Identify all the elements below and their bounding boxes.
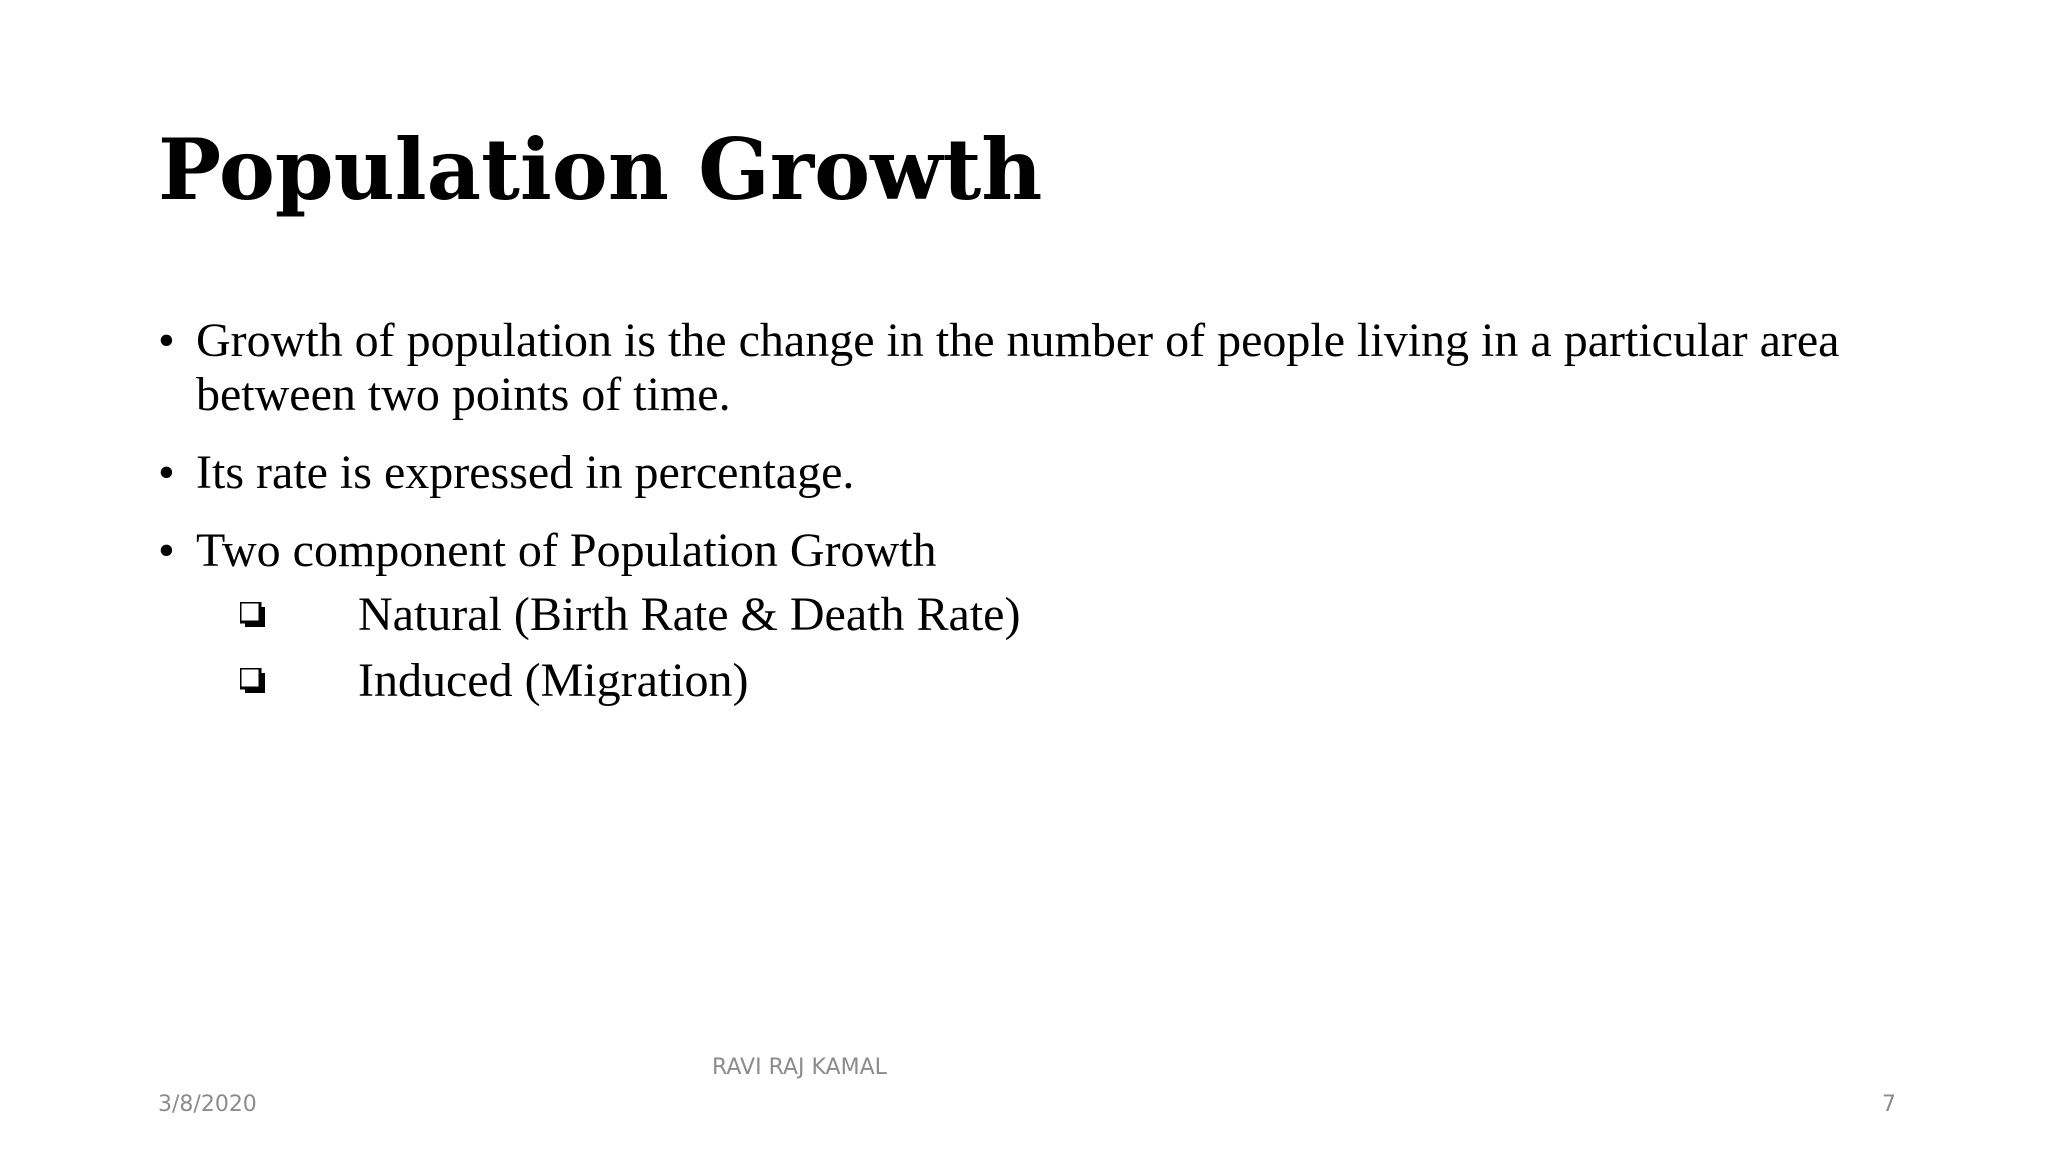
- sub-bullet-item: [158, 588, 1888, 642]
- bullet-item: [158, 314, 1888, 422]
- sub-bullet-list: [196, 588, 1888, 708]
- footer-author: RAVI RAJ KAMAL: [712, 1055, 887, 1080]
- footer-date: 3/8/2020: [158, 1092, 257, 1117]
- bullet-text: Growth of population is the change in the number of people living in a particular area between two points of time.: [196, 314, 1840, 421]
- sub-bullet-text: Induced (Migration): [358, 654, 749, 707]
- sub-bullet-item: [158, 654, 1888, 708]
- sub-bullet-text: Natural (Birth Rate & Death Rate): [358, 588, 1021, 641]
- bullet-marker: •: [158, 446, 175, 499]
- bullet-text: Two component of Population Growth: [196, 524, 937, 577]
- bullet-marker: •: [158, 524, 175, 577]
- square-bullet-icon: [240, 668, 266, 694]
- slide-number: 7: [1882, 1092, 1896, 1117]
- slide-title: Population Growth: [158, 120, 1043, 219]
- square-bullet-icon: [240, 602, 266, 628]
- bullet-item: [158, 524, 1888, 708]
- bullet-text: Its rate is expressed in percentage.: [196, 446, 855, 499]
- bullet-item: [158, 446, 1888, 500]
- bullet-marker: •: [158, 314, 175, 367]
- bullet-list: [158, 314, 1888, 720]
